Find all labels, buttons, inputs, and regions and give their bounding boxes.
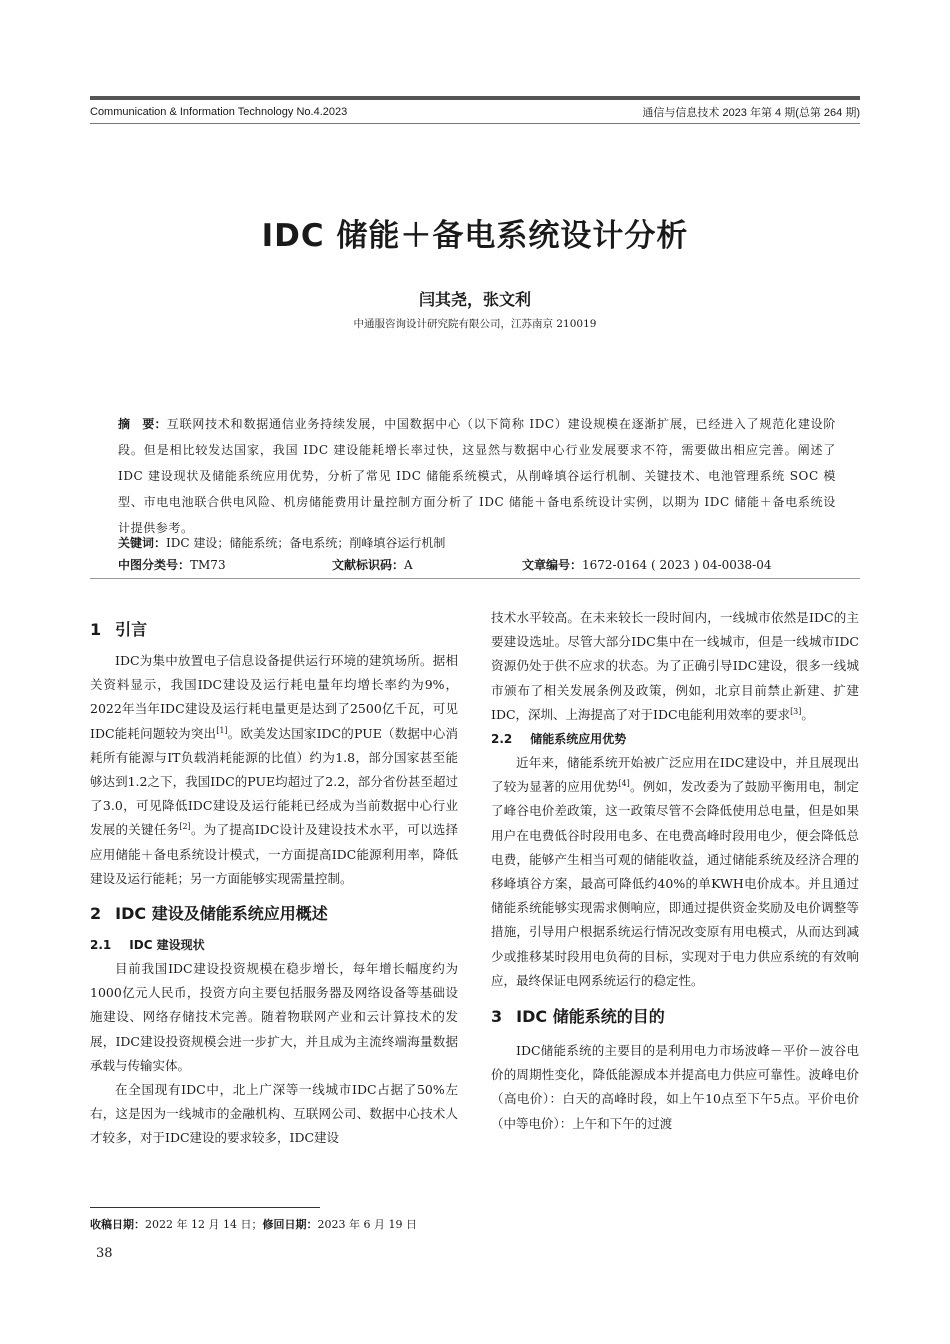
doc-code-label: 文献标识码： bbox=[332, 558, 405, 572]
revised-date: 2023 年 6 月 19 日 bbox=[317, 1218, 417, 1231]
keywords-label: 关键词： bbox=[118, 536, 167, 550]
citation-4: [4] bbox=[618, 779, 630, 789]
section-3-paragraph: IDC储能系统的主要目的是利用电力市场波峰－平价－波谷电价的周期性变化，降低能源成本并提高电力供应可靠性。波峰电价（高电价）：白天的高峰时段，如上午10点至下午5点。平价电价（中等电价）：上午和下午的过渡 bbox=[491, 1043, 859, 1131]
citation-3: [3] bbox=[790, 706, 802, 716]
section-2-1-paragraph-2-continued: 技术水平较高。在未来较长一段时间内，一线城市依然是IDC的主要建设选址。尽管大部分IDC集中在一线城市，但是一线城市IDC资源仍处于供不应求的状态。为了正确引导IDC建设，很多一线城市颁布了相关发展条例及政策，例如，北京目前禁止新建、扩建IDC，深圳、上海提高了对于IDC电能利用效率的要求[3]。 bbox=[491, 610, 859, 722]
abstract-label: 摘 要： bbox=[118, 417, 167, 431]
article-number-value: 1672-0164 ( 2023 ) 04-0038-04 bbox=[582, 558, 772, 572]
keywords-text: IDC 建设；储能系统；备电系统；削峰填谷运行机制 bbox=[166, 536, 446, 550]
citation-1: [1] bbox=[216, 725, 228, 735]
citation-2: [2] bbox=[179, 822, 191, 832]
paper-title: IDC 储能＋备电系统设计分析 bbox=[261, 218, 689, 254]
page-number: 38 bbox=[96, 1246, 113, 1261]
abstract-text: 互联网技术和数据通信业务持续发展，中国数据中心（以下简称 IDC）建设规模在逐渐扩展，已经进入了规范化建设阶段。但是相比较发达国家，我国 IDC 建设能耗增长率过快，这显然与数据中心行业发展要求不符，需要做出相应完善。阐述了 IDC 建设现状及储能系统应用优势，分析了常见 IDC 储能系统模式，从削峰填谷运行机制、关键技术、电池管理系统 SOC 模型、市电电池联合供电风险、机房储能费用计量控制方面分析了 IDC 储能＋备电系统设计实例，以期为 IDC 储能＋备电系统设计提供参考。 bbox=[118, 417, 836, 535]
section-1-paragraph: IDC为集中放置电子信息设备提供运行环境的建筑场所。据相关资料显示，我国IDC建设及运行耗电量年均增长率约为9%，2022年当年IDC建设及运行耗电量更是达到了2500亿千瓦，可见IDC能耗问题较为突出[1]。欧美发达国家IDC的PUE（数据中心消耗所有能源与IT负载消耗能源的比值）约为1.8，部分国家甚至能够达到1.2之下，我国IDC的PUE均超过了2.2，部分省份甚至超过了3.0，可见降低IDC建设及运行能耗已经成为当前数据中心行业发展的关键任务[2]。为了提高IDC设计及建设技术水平，可以选择应用储能＋备电系统设计模式，一方面提高IDC能源利用率，降低建设及运行能耗；另一方面能够实现需量控制。 bbox=[90, 653, 458, 886]
affiliation: 中通服咨询设计研究院有限公司，江苏南京 210019 bbox=[353, 318, 597, 330]
header-top-bar bbox=[90, 96, 860, 100]
received-date: 2022 年 12 月 14 日； bbox=[145, 1218, 263, 1231]
section-1-heading: 1 引言 bbox=[90, 620, 148, 639]
abstract-divider bbox=[90, 578, 860, 579]
section-2-heading: 2 IDC 建设及储能系统应用概述 bbox=[90, 904, 328, 924]
section-2-1-heading: 2.1 IDC 建设现状 bbox=[90, 938, 205, 953]
article-number-label: 文章编号： bbox=[522, 558, 583, 572]
section-3-heading: 3 IDC 储能系统的目的 bbox=[491, 1007, 665, 1027]
authors: 闫其尧，张文利 bbox=[418, 290, 531, 309]
running-header bbox=[90, 104, 860, 120]
clc-value: TM73 bbox=[190, 558, 226, 572]
received-label: 收稿日期： bbox=[90, 1218, 145, 1231]
header-rule bbox=[90, 123, 860, 124]
abstract bbox=[118, 411, 836, 541]
section-2-1-paragraph-1: 目前我国IDC建设投资规模在稳步增长，每年增长幅度约为1000亿元人民币，投资方向主要包括服务器及网络设备等基础设施建设、网络存储技术完善。随着物联网产业和云计算技术的发展，IDC建设投资规模会进一步扩大，并且成为主流终端海量数据承载与传输实体。 bbox=[90, 961, 458, 1073]
section-2-2-paragraph: 近年来，储能系统开始被广泛应用在IDC建设中，并且展现出了较为显著的应用优势[4]。例如，发改委为了鼓励平衡用电，制定了峰谷电价差政策，这一政策尽管不会降低使用总电量，但是如果用户在电费低谷时段用电多、在电费高峰时段用电少，便会降低总电费，能够产生相当可观的储能收益，通过储能系统及经济合理的移峰填谷方案，最高可降低约40%的单KWH电价成本。并且通过储能系统能够实现需求侧响应，即通过提供资金奖励及电价调整等措施，引导用户根据系统运行情况改变原有用电模式，从而达到减少或推移某时段用电负荷的目标，实现对于电力供应系统的有效响应，最终保证电网系统运行的稳定性。 bbox=[491, 755, 859, 988]
doc-code-value: A bbox=[404, 558, 413, 572]
left-column bbox=[90, 606, 458, 1151]
section-2-1-paragraph-2: 在全国现有IDC中，北上广深等一线城市IDC占据了50%左右，这是因为一线城市的金融机构、互联网公司、数据中心技术人才较多，对于IDC建设的要求较多，IDC建设 bbox=[90, 1082, 458, 1146]
footnote-dates bbox=[90, 1216, 590, 1232]
journal-issue-cn: 通信与信息技术 2023 年第 4 期(总第 264 期) bbox=[642, 107, 860, 119]
journal-name-en: Communication & Information Technology No.4.2023 bbox=[90, 106, 348, 118]
revised-label: 修回日期： bbox=[262, 1218, 318, 1231]
right-column bbox=[491, 606, 859, 1136]
footnote-rule bbox=[90, 1207, 320, 1208]
section-2-2-heading: 2.2 储能系统应用优势 bbox=[491, 732, 627, 747]
clc-label: 中图分类号： bbox=[118, 558, 191, 572]
